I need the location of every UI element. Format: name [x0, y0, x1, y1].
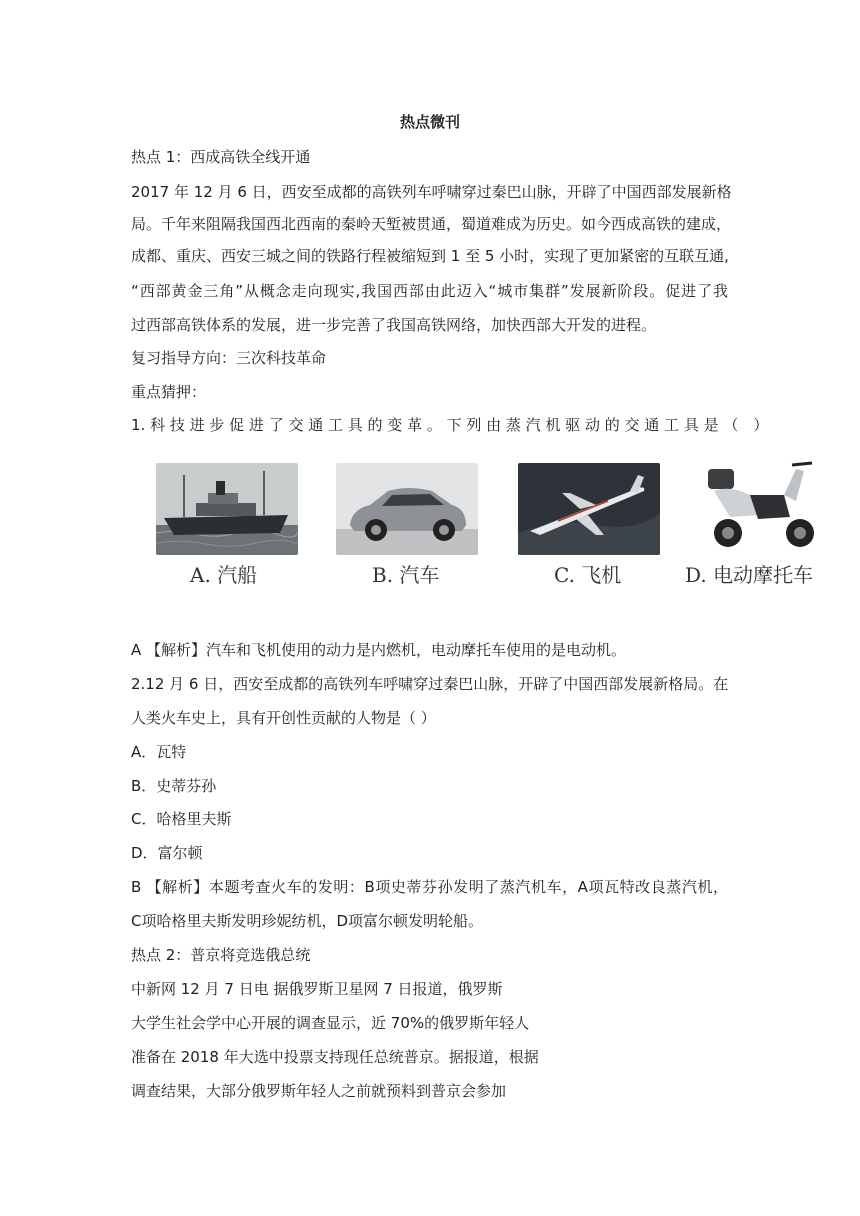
option-caption: B. 汽车: [372, 563, 440, 587]
hot2-paragraph-line: 准备在 2018 年大选中投票支持现任总统普京。据报道，根据: [131, 1048, 539, 1066]
question-2-stem: 人类火车史上，具有开创性贡献的人物是（ ）: [131, 709, 436, 727]
airplane-image: [518, 463, 660, 555]
hot1-paragraph-line: 2017 年 12 月 6 日，西安至成都的高铁列车呼啸穿过秦巴山脉，开辟了中国西部发展新格: [131, 183, 732, 201]
review-direction: 复习指导方向：三次科技革命: [131, 349, 327, 367]
option-caption: A. 汽船: [190, 563, 258, 587]
option-caption: C. 飞机: [554, 563, 622, 587]
car-image: [336, 463, 478, 555]
hot1-paragraph-line: “西部黄金三角”从概念走向现实,我国西部由此迈入“城市集群”发展新阶段。促进了我: [131, 282, 728, 300]
question-2-option: B．史蒂芬孙: [131, 777, 217, 795]
question-1-answer: A 【解析】汽车和飞机使用的动力是内燃机，电动摩托车使用的是电动机。: [131, 641, 627, 659]
hot1-paragraph-line: 过西部高铁体系的发展，进一步完善了我国高铁网络，加快西部大开发的进程。: [131, 316, 657, 334]
page-title: 热点微刊: [399, 113, 460, 131]
hot2-heading: 热点 2：普京将竞选俄总统: [131, 946, 311, 964]
key-guess-label: 重点猜押：: [131, 383, 207, 401]
steamship-image: [156, 463, 298, 555]
option-caption: D. 电动摩托车: [685, 563, 814, 587]
question-2-option: C．哈格里夫斯: [131, 810, 232, 828]
hot1-paragraph-line: 成都、重庆、西安三城之间的铁路行程被缩短到 1 至 5 小时，实现了更加紧密的互联互通,: [131, 247, 729, 265]
hot2-paragraph-line: 中新网 12 月 7 日电 据俄罗斯卫星网 7 日报道，俄罗斯: [131, 980, 503, 998]
scooter-image: [700, 455, 822, 555]
question-2-option: A．瓦特: [131, 743, 187, 761]
question-2-answer: C项哈格里夫斯发明珍妮纺机，D项富尔顿发明轮船。: [131, 912, 484, 930]
hot1-paragraph-line: 局。千年来阻隔我国西北西南的秦岭天堑被贯通，蜀道难成为历史。如今西成高铁的建成，: [131, 215, 732, 233]
question-2-option: D．富尔顿: [131, 844, 203, 862]
vehicle-figure: [152, 455, 822, 595]
question-2-answer: B 【解析】本题考查火车的发明：B项史蒂芬孙发明了蒸汽机车，A项瓦特改良蒸汽机，: [131, 878, 728, 896]
hot2-paragraph-line: 大学生社会学中心开展的调查显示，近 70%的俄罗斯年轻人: [131, 1014, 530, 1032]
question-1-stem: 1. 科 技 进 步 促 进 了 交 通 工 具 的 变 革 。 下 列 由 蒸 汽 机 驱 动 的 交 通 工 具 是 （ ）: [131, 416, 769, 434]
hot2-paragraph-line: 调查结果，大部分俄罗斯年轻人之前就预料到普京会参加: [131, 1082, 507, 1100]
hot1-heading: 热点 1：西成高铁全线开通: [131, 148, 311, 166]
question-2-stem: 2.12 月 6 日，西安至成都的高铁列车呼啸穿过秦巴山脉，开辟了中国西部发展新格局。在: [131, 675, 729, 693]
